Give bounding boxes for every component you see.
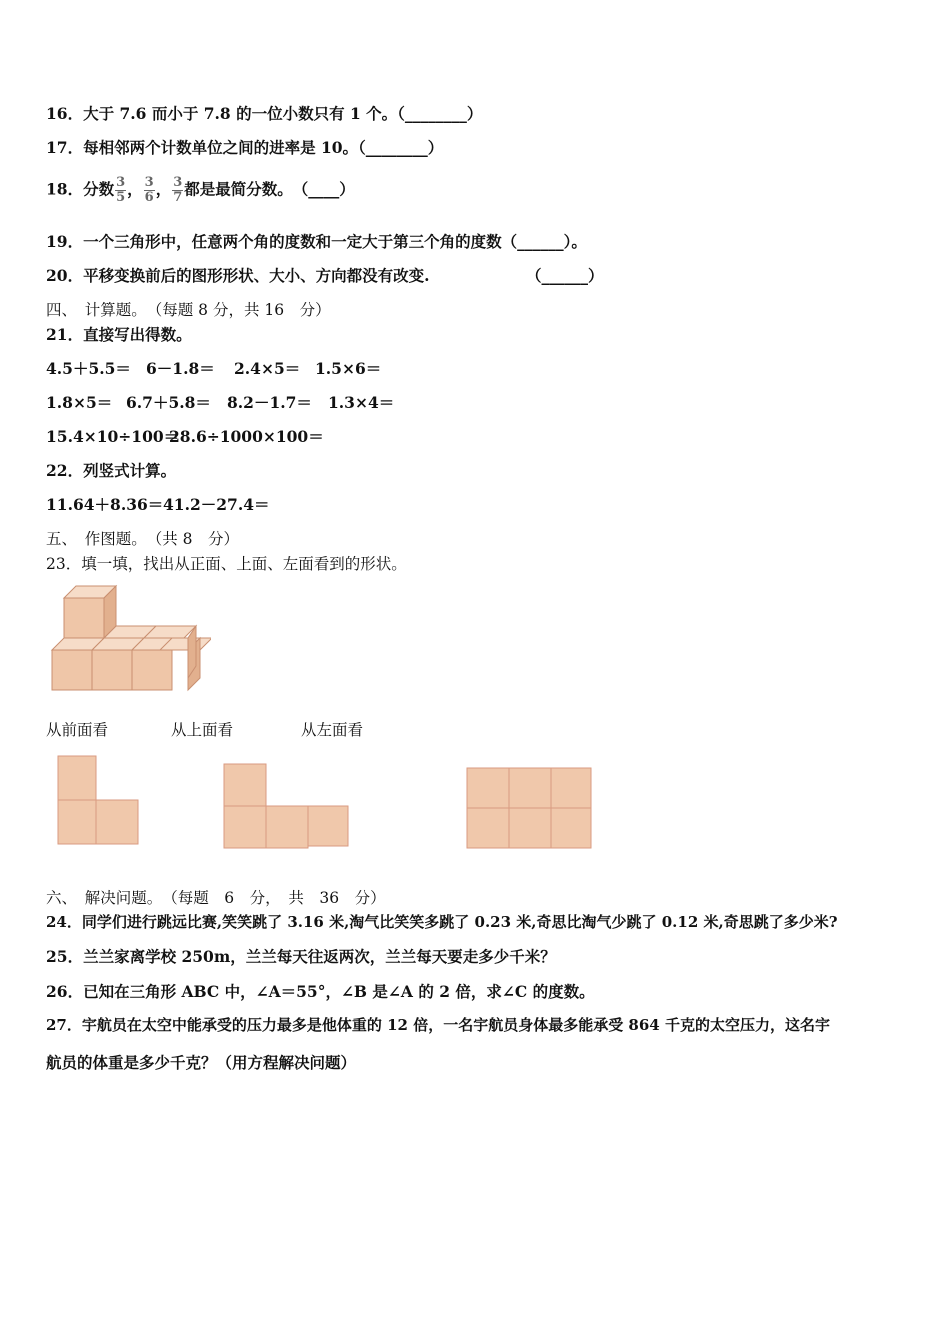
view-square [467,768,509,808]
view-label-top: 从上面看 [171,721,234,739]
calc-item: 1.5×6＝ [315,359,382,378]
fraction-3: $\frac{3}{7}$ [173,175,183,205]
question-23: 23．填一填，找出从正面、上面、左面看到的形状。 [46,555,407,573]
question-27-line-2: 航员的体重是多少千克？（用方程解决问题） [46,1053,357,1072]
cube-front-face [52,650,92,690]
question-25: 25．兰兰家离学校 250m，兰兰每天往返两次，兰兰每天要走多少千米？ [46,947,556,966]
fraction-separator: ， [155,179,172,199]
fraction-separator: ， [127,179,143,199]
question-18-prefix: 18．分数 [46,179,115,199]
view-square [96,800,138,844]
cube-front-face [64,598,104,638]
top-view-shape [222,762,352,852]
calc-item: 28.6÷1000×100＝ [169,427,324,446]
view-square [509,768,551,808]
left-view-shape [465,766,595,852]
fraction-1: $\frac{3}{5}$ [116,175,126,205]
calc-item: 8.2－1.7＝ [227,393,312,412]
question-19: 19．一个三角形中，任意两个角的度数和一定大于第三个角的度数（______）。 [46,232,587,251]
view-square [509,808,551,848]
calc-item: 41.2－27.4＝ [163,495,270,514]
calc-item: 15.4×10÷100＝ [46,427,180,446]
view-square [58,800,96,844]
view-square [551,808,591,848]
question-20: 20．平移变换前后的图形形状、大小、方向都没有改变. [46,266,430,285]
calc-item: 4.5＋5.5＝ [46,359,131,378]
question-26: 26．已知在三角形 ABC 中，∠A＝55°，∠B 是∠A 的 2 倍，求∠C 的度数。 [46,982,595,1001]
view-square [224,764,266,806]
view-square [224,806,266,848]
section-5-heading: 五、 作图题。 （共 8 分） [46,530,240,548]
calc-item: 2.4×5＝ [234,359,301,378]
calc-item: 1.3×4＝ [328,393,395,412]
view-square [266,806,308,848]
section-4-heading: 四、 计算题。 （每题 8 分，共 16 分） [46,301,331,319]
question-21: 21．直接写出得数。 [46,325,192,344]
cube-front-face [132,650,172,690]
front-view-shape [56,754,142,848]
question-16: 16．大于 7.6 而小于 7.8 的一位小数只有 1 个。（________） [46,104,483,123]
question-18 [46,176,355,205]
calc-item: 6－1.8＝ [146,359,215,378]
question-22: 22．列竖式计算。 [46,461,177,480]
question-18-suffix: 都是最简分数。 （____） [184,179,355,199]
view-square [467,808,509,848]
view-square [58,756,96,800]
view-square [551,768,591,808]
section-6-heading: 六、 解决问题。 （每题 6 分， 共 36 分） [46,889,386,907]
view-square [308,806,348,846]
question-20-blank: （______） [526,266,604,285]
fraction-2: $\frac{3}{6}$ [144,175,154,205]
question-24: 24．同学们进行跳远比赛,笑笑跳了 3.16 米,淘气比笑笑多跳了 0.23 米,奇思比淘气少跳了 0.12 米,奇思跳了多少米? [46,913,838,931]
view-label-front: 从前面看 [46,721,109,739]
calc-item: 11.64＋8.36＝ [46,495,164,514]
question-27-line-1: 27．宇航员在太空中能承受的压力最多是他体重的 12 倍，一名宇航员身体最多能承受 864 千克的太空压力，这名宇 [46,1016,830,1034]
cube-stack-figure [46,580,211,700]
cube-front-face [92,650,132,690]
question-17: 17．每相邻两个计数单位之间的进率是 10。（________） [46,138,444,157]
calc-item: 1.8×5＝ [46,393,113,412]
view-label-left: 从左面看 [301,721,364,739]
calc-item: 6.7＋5.8＝ [126,393,211,412]
